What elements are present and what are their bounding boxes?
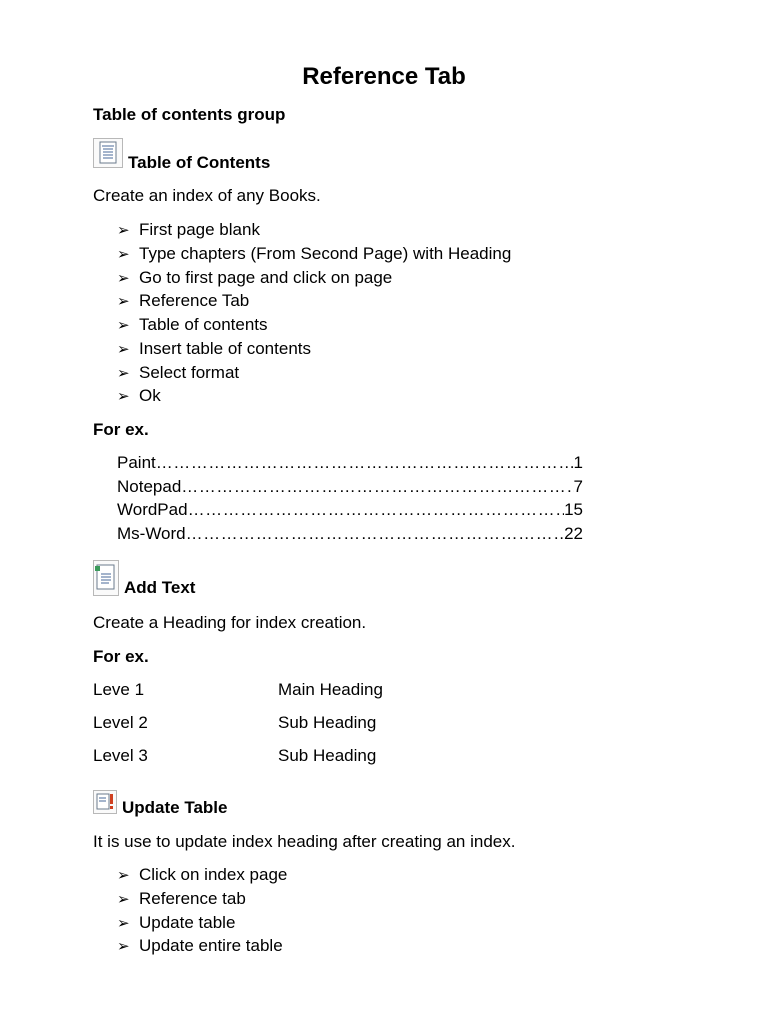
level-label: Leve 1 [93,680,145,699]
level-label: Level 2 [93,713,148,732]
bullet-arrow-icon: ➢ [117,317,130,334]
level-heading: Sub Heading [278,746,377,765]
example-label: For ex. [93,647,149,666]
bullet-arrow-icon: ➢ [117,222,130,239]
bullet-arrow-icon: ➢ [117,293,130,310]
section-heading-update-table: Update Table [122,798,228,817]
bullet-arrow-icon: ➢ [117,365,130,382]
toc-entry: Notepad ………………………………………………………………………………………………………………………………………………………… 7 [117,476,583,498]
list-item: ➢ Insert table of contents [117,338,311,361]
section-description: It is use to update index heading after creating an index. [93,832,516,851]
list-item: ➢ Update table [117,912,235,935]
section-description: Create an index of any Books. [93,186,321,205]
page-title: Reference Tab [302,63,466,90]
list-item: ➢ Go to first page and click on page [117,267,392,290]
update-table-icon [93,790,117,814]
list-item: ➢ Ok [117,385,161,408]
table-of-contents-icon [93,138,123,168]
bullet-arrow-icon: ➢ [117,388,130,405]
list-item: ➢ Click on index page [117,864,287,887]
list-item: ➢ Select format [117,362,239,385]
level-heading: Main Heading [278,680,383,699]
list-item: ➢ Reference Tab [117,290,249,313]
level-label: Level 3 [93,746,148,765]
bullet-arrow-icon: ➢ [117,246,130,263]
toc-entry: Ms-Word ………………………………………………………………………………………………………………………………………………………… 22 [117,523,583,545]
bullet-arrow-icon: ➢ [117,915,130,932]
bullet-arrow-icon: ➢ [117,891,130,908]
add-text-icon [93,560,119,596]
toc-entry: WordPad ………………………………………………………………………………………………………………………………………………………… 15 [117,499,583,521]
list-item: ➢ First page blank [117,219,260,242]
section-description: Create a Heading for index creation. [93,613,367,632]
bullet-arrow-icon: ➢ [117,270,130,287]
bullet-arrow-icon: ➢ [117,867,130,884]
bullet-arrow-icon: ➢ [117,938,130,955]
level-heading: Sub Heading [278,713,377,732]
list-item: ➢ Type chapters (From Second Page) with Heading [117,243,511,266]
example-label: For ex. [93,420,149,439]
bullet-arrow-icon: ➢ [117,341,130,358]
section-heading-add-text: Add Text [124,578,196,597]
toc-entry: Paint ………………………………………………………………………………………………………………………………………………………… 1 [117,452,583,474]
group-heading: Table of contents group [93,105,286,124]
section-heading-table-of-contents: Table of Contents [128,153,271,172]
list-item: ➢ Reference tab [117,888,246,911]
list-item: ➢ Update entire table [117,935,283,958]
list-item: ➢ Table of contents [117,314,268,337]
